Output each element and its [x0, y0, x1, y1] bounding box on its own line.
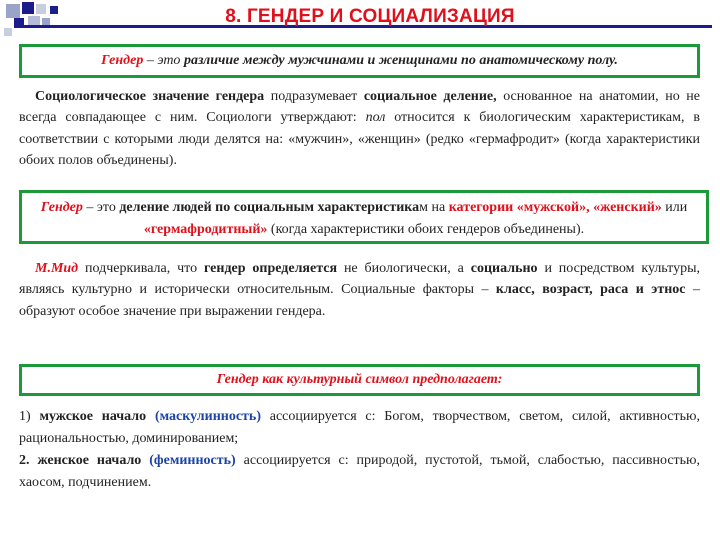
list-item	[19, 406, 700, 450]
para2-text-2: не биологически, а	[337, 261, 471, 276]
para1-sex-word: пол	[365, 110, 386, 126]
box2-category-2: «гермафродитный»	[143, 222, 268, 237]
principles-list	[19, 406, 700, 494]
paragraph-mead	[19, 258, 700, 322]
corner-decoration	[0, 0, 120, 42]
box3-text: Гендер как культурный символ предполагает:	[216, 372, 503, 387]
para1-text-2: основанное на анатомии, но не всегда совпадающее с ним. Социологи утверждают:	[19, 89, 700, 126]
para2-text-3: и посредством культуры, являясь культурно и исторически относительным. Социальные факторы –	[19, 261, 701, 298]
list-item-text: ассоциируется с: природой, пустотой, тьмой, слабостью, пассивностью, хаосом, подчинением.	[19, 453, 701, 490]
box2-text-1: – это	[82, 200, 120, 215]
list-item-number: 1)	[19, 409, 40, 424]
box2-definition: деление людей по социальным характеристика	[119, 200, 420, 215]
page-title: 8. ГЕНДЕР И СОЦИАЛИЗАЦИЯ	[225, 6, 515, 27]
paragraph-sociological-meaning	[19, 86, 700, 172]
box1-definition: различие между мужчинами и женщинами по анатомическому полу.	[183, 53, 618, 68]
cultural-symbol-box	[19, 364, 700, 396]
definition-box-1	[19, 44, 700, 78]
list-item-name: женское начало	[37, 453, 142, 468]
box2-term: Гендер	[40, 200, 83, 215]
box2-text-4: (когда характеристики обоих гендеров объединены).	[267, 222, 585, 237]
box2-text-3: или	[661, 200, 688, 215]
para2-text-4: – образуют особое значение при выражении гендера.	[19, 282, 700, 319]
para1-text-1: подразумевает	[264, 89, 364, 104]
definition-box-2	[19, 190, 709, 244]
list-item-term: (маскулинность)	[154, 409, 261, 424]
list-item-number: 2.	[19, 453, 38, 468]
para1-concept: социальное деление,	[363, 89, 497, 104]
box2-category-1: категории «мужской», «женский»	[448, 200, 662, 215]
box1-term: Гендер	[101, 53, 144, 68]
para2-text-1: подчеркивала, что	[78, 261, 204, 276]
para2-factors: класс, возраст, раса и этнос	[495, 282, 686, 298]
list-item-text: ассоциируется с: Богом, творчеством, светом, силой, активностью, рациональностью, доминированием;	[19, 409, 700, 446]
para2-claim: гендер определяется	[203, 261, 338, 276]
para1-text-3: относится к биологическим характеристикам, в соответствии с которыми люди делятся на: «мужчин», «женщин» (редко «гермафродит» (когда характеристики обоих полов объединены).	[19, 110, 700, 169]
para1-lead: Социологическое значение гендера	[35, 89, 265, 104]
box2-text-2: м на	[419, 200, 449, 215]
list-item-term: (феминность)	[149, 453, 236, 468]
list-item	[19, 450, 700, 494]
para2-socially: социально	[470, 261, 538, 276]
list-item-name: мужское начало	[39, 409, 147, 424]
box1-mid: – это	[143, 53, 184, 68]
para2-author: М.Мид	[35, 261, 79, 276]
